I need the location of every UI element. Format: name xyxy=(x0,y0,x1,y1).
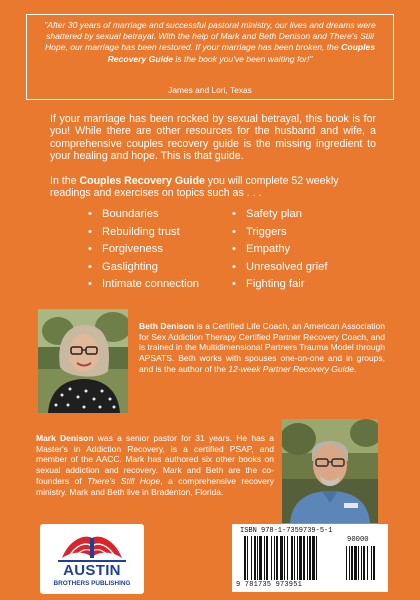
mark-bio xyxy=(36,433,274,497)
publisher-logo xyxy=(40,524,144,594)
lead-text-1: In the xyxy=(50,175,80,187)
publisher-subtitle: BROTHERS PUBLISHING xyxy=(53,580,131,587)
topic-item xyxy=(232,206,327,224)
isbn-barcode-block xyxy=(232,524,388,592)
open-book-icon xyxy=(40,524,144,564)
portrait-woman-image xyxy=(38,309,128,413)
topic-item xyxy=(232,276,327,294)
bullet-icon: • xyxy=(88,225,92,238)
topic-item xyxy=(88,259,199,277)
topic-item xyxy=(88,241,199,259)
quote-text-2: , our marriage has been restored. If your marriage has been broken, the xyxy=(65,42,342,53)
topic-label: Gaslighting xyxy=(102,260,158,273)
mark-bio-text-2: , a comprehensive recovery ministry. Mark and Beth live in Bradenton, Florida. xyxy=(36,475,274,497)
topic-item xyxy=(88,224,199,242)
topics-list-right xyxy=(232,206,327,294)
topics-list-left xyxy=(88,206,199,294)
topic-label: Safety plan xyxy=(246,208,302,220)
publisher-name: AUSTIN xyxy=(63,562,121,579)
endorsement-attribution: James and Lori, Texas xyxy=(168,85,252,95)
mark-ministry-name: There's Still Hope xyxy=(87,475,161,486)
topic-label: Empathy xyxy=(246,243,291,256)
topic-label: Boundaries xyxy=(102,208,159,220)
beth-denison-photo xyxy=(38,309,128,413)
quote-ministry-name: There's Still Hope xyxy=(44,31,374,53)
topic-label: Forgiveness xyxy=(102,243,163,256)
intro-paragraph: If your marriage has been rocked by sexual betrayal, this book is for you! While there are other resources for the husband and wife, a comprehensive couples recovery guide is the missing ingredient to your healing and hope. This is that guide. xyxy=(50,113,376,163)
mark-name: Mark Denison xyxy=(36,433,94,443)
bullet-icon: • xyxy=(232,260,236,273)
topic-label: Intimate connection xyxy=(102,278,200,291)
bullet-icon: • xyxy=(88,278,92,291)
bullet-icon: • xyxy=(232,243,236,256)
bullet-icon: • xyxy=(88,260,92,273)
barcode-digits: 9 781735 973951 xyxy=(236,581,303,589)
endorsement-box xyxy=(26,14,394,100)
beth-book-title: 12-week Partner Recovery Guide xyxy=(228,363,354,374)
beth-bio-text-1: is a Certified Life Coach, an American Association for Sex Addiction Therapy Certified Partner Recovery Coach, and is trained in the Multidimensional Partners Trauma Model through APSATS. Beth works with spouses one-on-one and in groups, and is the author of the xyxy=(139,321,386,374)
bullet-icon: • xyxy=(88,208,92,220)
beth-name: Beth Denison xyxy=(139,321,194,331)
beth-bio xyxy=(139,321,385,375)
lead-book-title: Couples Recovery Guide xyxy=(79,175,205,187)
beth-bio-text-2: . xyxy=(353,363,357,374)
topics-lead xyxy=(50,175,376,200)
lead-text-2: you will complete 52 weekly readings and exercises on topics such as . . . xyxy=(50,175,339,200)
quote-text-3: is the book you've been waiting for!" xyxy=(173,53,313,64)
portrait-man-image xyxy=(282,419,378,523)
bullet-icon: • xyxy=(232,225,236,238)
quote-book-title: Couples Recovery Guide xyxy=(107,42,376,64)
topic-item xyxy=(232,259,327,277)
mark-bio-text-1: was a senior pastor for 31 years. He has a Master's in Addiction Recovery, is a certified PSAP, and member of the AACC. Mark has authored six other books on sexual addiction and recovery. Mark and Beth are the co-founders of xyxy=(36,433,274,486)
topic-label: Fighting fair xyxy=(246,278,305,291)
mark-denison-photo xyxy=(282,419,378,523)
topic-label: Triggers xyxy=(246,225,287,238)
topic-item xyxy=(88,276,199,294)
topic-item xyxy=(232,224,327,242)
topic-label: Rebuilding trust xyxy=(102,225,180,238)
quote-text-1: "After 30 years of marriage and successful pastoral ministry, our lives and dreams were shattered by sexual betrayal. With the help of Mark and Beth Denison and xyxy=(44,20,376,42)
topic-item xyxy=(88,206,199,224)
isbn-number: ISBN 978-1-7359739-5-1 xyxy=(240,527,333,535)
topic-item xyxy=(232,241,327,259)
topic-label: Unresolved grief xyxy=(246,260,328,273)
bullet-icon: • xyxy=(232,278,236,291)
endorsement-quote xyxy=(37,20,383,65)
price-code: 90000 xyxy=(347,536,369,544)
bullet-icon: • xyxy=(88,243,92,256)
bullet-icon: • xyxy=(232,208,236,220)
